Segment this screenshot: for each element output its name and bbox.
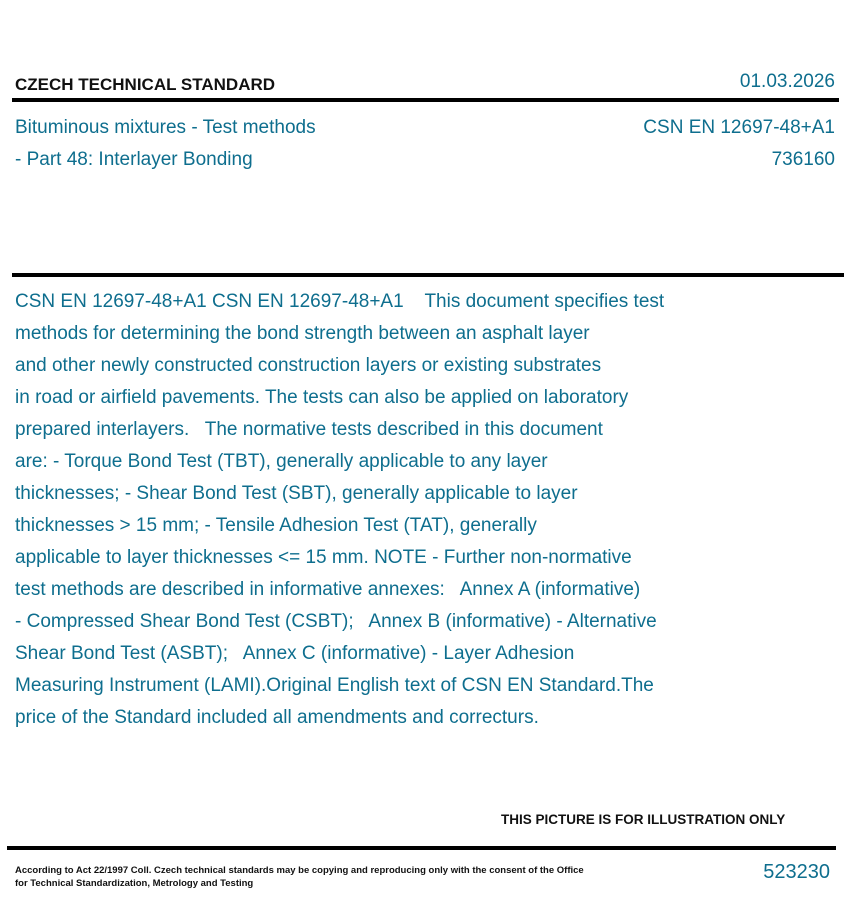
abstract-line: applicable to layer thicknesses <= 15 mm. NOTE - Further non-normative [15, 547, 632, 568]
abstract-line: in road or airfield pavements. The tests can also be applied on laboratory [15, 387, 629, 408]
abstract-line: and other newly constructed construction layers or existing substrates [15, 355, 602, 376]
standard-code: CSN EN 12697-48+A1 [643, 117, 835, 138]
document-title-line-2: - Part 48: Interlayer Bonding [15, 149, 253, 170]
abstract-line: test methods are described in informative annexes: Annex A (informative) [15, 579, 641, 600]
illustration-disclaimer: THIS PICTURE IS FOR ILLUSTRATION ONLY [501, 812, 786, 827]
catalog-number: 736160 [771, 149, 835, 170]
legal-notice-line: According to Act 22/1997 Coll. Czech technical standards may be copying and reproducing only with the consent of the Office [15, 865, 584, 876]
publication-date: 01.03.2026 [739, 71, 835, 92]
abstract-line: thicknesses > 15 mm; - Tensile Adhesion Test (TAT), generally [15, 515, 537, 536]
footer-divider [7, 846, 836, 850]
title-divider [12, 273, 844, 277]
abstract-line: Shear Bond Test (ASBT); Annex C (informative) - Layer Adhesion [15, 643, 575, 664]
legal-notice [15, 864, 595, 890]
legal-notice-line: for Technical Standardization, Metrology and Testing [15, 878, 254, 889]
abstract-line: Measuring Instrument (LAMI).Original English text of CSN EN Standard.The [15, 675, 654, 696]
header-divider [12, 98, 839, 102]
footer-document-code: 523230 [763, 861, 830, 883]
abstract-text [15, 286, 795, 734]
abstract-line: thicknesses; - Shear Bond Test (SBT), generally applicable to layer [15, 483, 578, 504]
abstract-line: price of the Standard included all amendments and correcturs. [15, 707, 539, 728]
header-title: CZECH TECHNICAL STANDARD [15, 75, 276, 94]
abstract-line: prepared interlayers. The normative tests described in this document [15, 419, 603, 440]
document-title-line-1: Bituminous mixtures - Test methods [15, 117, 316, 138]
abstract-line: methods for determining the bond strength between an asphalt layer [15, 323, 590, 344]
abstract-line: CSN EN 12697-48+A1 CSN EN 12697-48+A1 This document specifies test [15, 291, 665, 312]
abstract-line: - Compressed Shear Bond Test (CSBT); Annex B (informative) - Alternative [15, 611, 657, 632]
abstract-line: are: - Torque Bond Test (TBT), generally applicable to any layer [15, 451, 548, 472]
